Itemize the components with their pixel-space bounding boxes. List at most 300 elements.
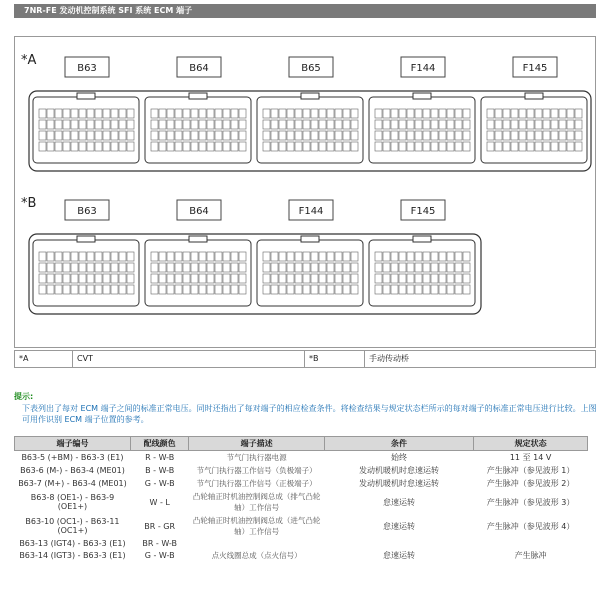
connector-pin (431, 142, 438, 151)
connector-pin (431, 274, 438, 283)
connector-pin (223, 252, 230, 261)
connector-pin (295, 285, 302, 294)
connector-body (257, 240, 363, 306)
connector-pin (391, 252, 398, 261)
connector-pin (295, 274, 302, 283)
connector-pin (447, 142, 454, 151)
connector-pin (207, 274, 214, 283)
connector-pin (223, 120, 230, 129)
connector-pin (191, 142, 198, 151)
connector-pin (71, 131, 78, 140)
connector-pin (119, 109, 126, 118)
page-title: 7NR-FE 发动机控制系统 SFI 系统 ECM 端子 (14, 4, 596, 18)
connector-pin (287, 274, 294, 283)
connector-pin (311, 263, 318, 272)
connector-pin (95, 109, 102, 118)
connector-pin (319, 109, 326, 118)
connector-pin (63, 142, 70, 151)
connector-pin (287, 131, 294, 140)
connector-pin (319, 285, 326, 294)
connector-pin (543, 131, 550, 140)
connector-pin (71, 142, 78, 151)
connector-pin (239, 120, 246, 129)
table-cell: BR - GR (144, 521, 176, 531)
connector-pin (399, 285, 406, 294)
connector-pin (47, 285, 54, 294)
connector-pin (535, 142, 542, 151)
connector-pin (511, 109, 518, 118)
connector-pin (431, 263, 438, 272)
connector-pin (439, 142, 446, 151)
connector-pin (463, 142, 470, 151)
connector-pin (111, 131, 118, 140)
connector-pin (543, 142, 550, 151)
table-cell: B63-10 (OC1-) - B63-11 (OC1+) (25, 517, 120, 535)
connector-pin (303, 263, 310, 272)
connector-pin (263, 263, 270, 272)
connector-pin (319, 263, 326, 272)
connector-pin (335, 252, 342, 261)
connector-pin (119, 252, 126, 261)
connector-pin (407, 263, 414, 272)
connector-pin (207, 285, 214, 294)
table-cell: B63-14 (IGT3) - B63-3 (E1) (19, 551, 126, 560)
connector-pin (319, 274, 326, 283)
table-cell: B63-13 (IGT4) - B63-3 (E1) (19, 539, 126, 548)
connector-pin (439, 120, 446, 129)
connector-pin (375, 131, 382, 140)
connector-pin (103, 285, 110, 294)
connector-pin (327, 252, 334, 261)
table-cell: 产生脉冲（参见波形 4） (486, 521, 575, 531)
connector-pin (87, 131, 94, 140)
connector-pin (183, 120, 190, 129)
connector-pin (223, 142, 230, 151)
connector-pin (351, 274, 358, 283)
connector-body (33, 240, 139, 306)
connector-pin (47, 263, 54, 272)
table-cell: 发动机暖机时怠速运转 (359, 479, 440, 488)
connector-pin (447, 274, 454, 283)
connector-pin (559, 109, 566, 118)
connector-pin (39, 252, 46, 261)
connector-pin (231, 252, 238, 261)
connector-pin (239, 252, 246, 261)
connector-pin (151, 285, 158, 294)
connector-pin (271, 274, 278, 283)
connector-pin (519, 142, 526, 151)
connector-pin (519, 109, 526, 118)
connector-pin (327, 285, 334, 294)
connector-pin (431, 120, 438, 129)
connector-pin (175, 109, 182, 118)
table-cell: 怠速运转 (383, 521, 416, 531)
connector-pin (391, 285, 398, 294)
connector-pin (383, 252, 390, 261)
connector-pin (287, 109, 294, 118)
connector-pin (271, 142, 278, 151)
connector-pin (287, 263, 294, 272)
connector-pin (391, 120, 398, 129)
connector-pin (263, 142, 270, 151)
connector-name: F144 (298, 206, 324, 217)
table-cell: W - L (149, 497, 170, 507)
connector-pin (231, 109, 238, 118)
table-row (15, 451, 588, 465)
connector-latch (301, 236, 319, 242)
connector-pin (207, 142, 214, 151)
connector-pin (463, 285, 470, 294)
connector-pin (55, 263, 62, 272)
connector-pin (279, 142, 286, 151)
legend-bar (14, 350, 596, 368)
connector-pin (535, 131, 542, 140)
connector-pin (423, 285, 430, 294)
connector-pin (167, 131, 174, 140)
connector-pin (63, 252, 70, 261)
connector-pin (375, 252, 382, 261)
connector-pin (239, 263, 246, 272)
connector-pin (343, 131, 350, 140)
connector-pin (287, 120, 294, 129)
connector-pin (231, 285, 238, 294)
connector-latch (301, 93, 319, 99)
connector-pin (431, 109, 438, 118)
connector-pin (215, 109, 222, 118)
table-cell: 产生脉冲（参见波形 1） (486, 466, 575, 475)
connector-pin (455, 109, 462, 118)
connector-pin (439, 131, 446, 140)
connector-pin (199, 142, 206, 151)
connector-pin (463, 252, 470, 261)
connector-pin (167, 109, 174, 118)
connector-pin (271, 252, 278, 261)
connector-pin (231, 131, 238, 140)
connector-pin (87, 274, 94, 283)
connector-pin (159, 109, 166, 118)
table-cell: B63-7 (M+) - B63-4 (ME01) (18, 479, 127, 488)
connector-pin (535, 120, 542, 129)
table-cell: 产生脉冲（参见波形 3） (486, 497, 575, 507)
connector-pin (311, 274, 318, 283)
connector-pin (279, 252, 286, 261)
table-cell: 点火线圈总成（点火信号） (211, 551, 302, 560)
connector-pin (87, 142, 94, 151)
connector-pin (215, 131, 222, 140)
connector-pin (447, 263, 454, 272)
legend-a-key: *A (15, 351, 73, 367)
legend-b-value: 手动传动桥 (369, 354, 409, 363)
connector-pin (71, 263, 78, 272)
table-cell: B63-6 (M-) - B63-4 (ME01) (20, 466, 125, 475)
connector-pin (575, 109, 582, 118)
connector-pin (191, 120, 198, 129)
connector-pin (215, 263, 222, 272)
connector-pin (167, 285, 174, 294)
connector-pin (95, 285, 102, 294)
connector-pin (495, 142, 502, 151)
connector-pin (279, 285, 286, 294)
connector-pin (223, 109, 230, 118)
table-header-cell: 配线颜色 (130, 437, 188, 451)
connector-pin (263, 120, 270, 129)
connector-pin (231, 263, 238, 272)
connector-pin (39, 285, 46, 294)
connector-pin (295, 109, 302, 118)
connector-pin (567, 131, 574, 140)
connector-pin (399, 142, 406, 151)
table-row (15, 538, 588, 549)
connector-pin (263, 285, 270, 294)
connector-pin (391, 263, 398, 272)
table-cell: BR - W-B (142, 539, 178, 548)
connector-pin (167, 120, 174, 129)
connector-pin (415, 285, 422, 294)
connector-pin (263, 274, 270, 283)
connector-pin (199, 120, 206, 129)
connector-pin (423, 274, 430, 283)
connector-pin (343, 120, 350, 129)
connector-name: F145 (410, 206, 436, 217)
table-header-cell: 条件 (324, 437, 473, 451)
connector-pin (399, 274, 406, 283)
connector-name: B64 (189, 206, 209, 217)
connector-pin (335, 120, 342, 129)
connector-pin (95, 263, 102, 272)
connector-pin (375, 120, 382, 129)
connector-pin (463, 263, 470, 272)
table-cell: 凸轮轴正时机油控制阀总成（排气凸轮轴）工作信号 (192, 492, 321, 512)
connector-diagram (14, 36, 596, 348)
connector-name: F144 (410, 63, 436, 74)
connector-name: B63 (77, 206, 97, 217)
connector-pin (263, 109, 270, 118)
connector-pin (263, 131, 270, 140)
connector-pin (567, 109, 574, 118)
connector-pin (183, 285, 190, 294)
connector-pin (175, 142, 182, 151)
connector-pin (271, 285, 278, 294)
table-header-cell: 端子编号 (15, 437, 131, 451)
connector-pin (487, 142, 494, 151)
connector-pin (511, 131, 518, 140)
connector-pin (119, 285, 126, 294)
connector-pin (279, 263, 286, 272)
connector-pin (231, 120, 238, 129)
connector-pin (567, 142, 574, 151)
connector-pin (399, 263, 406, 272)
connector-pin (527, 131, 534, 140)
connector-pin (279, 274, 286, 283)
connector-pin (167, 274, 174, 283)
connector-pin (119, 263, 126, 272)
connector-pin (335, 274, 342, 283)
connector-pin (383, 142, 390, 151)
connector-pin (175, 285, 182, 294)
connector-pin (439, 109, 446, 118)
connector-pin (391, 109, 398, 118)
table-header-cell: 规定状态 (474, 437, 588, 451)
table-row (15, 477, 588, 490)
table-cell: 怠速运转 (383, 551, 416, 560)
connector-pin (215, 285, 222, 294)
connector-pin (103, 252, 110, 261)
connector-pin (503, 109, 510, 118)
connector-name: B63 (77, 63, 97, 74)
connector-pin (343, 142, 350, 151)
connector-pin (47, 252, 54, 261)
connector-pin (111, 109, 118, 118)
connector-pin (439, 274, 446, 283)
connector-pin (71, 274, 78, 283)
connector-pin (119, 120, 126, 129)
connector-pin (47, 120, 54, 129)
connector-pin (167, 263, 174, 272)
connector-pin (103, 263, 110, 272)
connector-pin (175, 252, 182, 261)
table-cell: 节气门执行器电源 (226, 453, 287, 462)
connector-pin (159, 131, 166, 140)
connector-pin (215, 120, 222, 129)
connector-pin (567, 120, 574, 129)
connector-pin (423, 109, 430, 118)
connector-pin (551, 131, 558, 140)
connector-pin (383, 263, 390, 272)
connector-pin (191, 285, 198, 294)
connector-pin (463, 109, 470, 118)
connector-pin (63, 274, 70, 283)
connector-pin (79, 120, 86, 129)
table-cell: 怠速运转 (383, 497, 416, 507)
connector-pin (295, 252, 302, 261)
connector-pin (295, 263, 302, 272)
connector-pin (407, 274, 414, 283)
connector-pin (551, 142, 558, 151)
connector-pin (399, 120, 406, 129)
connector-pin (415, 120, 422, 129)
connector-pin (303, 285, 310, 294)
table-cell (474, 538, 588, 549)
connector-pin (463, 274, 470, 283)
connector-pin (175, 120, 182, 129)
connector-pin (63, 131, 70, 140)
connector-pin (391, 131, 398, 140)
connector-pin (303, 131, 310, 140)
connector-pin (447, 109, 454, 118)
connector-pin (487, 109, 494, 118)
connector-pin (311, 131, 318, 140)
connector-pin (127, 263, 134, 272)
group-a-label: *A (21, 53, 37, 68)
connector-pin (111, 252, 118, 261)
connector-pin (119, 142, 126, 151)
connector-pin (127, 285, 134, 294)
connector-pin (415, 263, 422, 272)
connector-pin (455, 131, 462, 140)
connector-pin (159, 274, 166, 283)
connector-pin (103, 274, 110, 283)
connector-diagram-svg (15, 37, 595, 347)
connector-pin (159, 252, 166, 261)
connector-pin (351, 142, 358, 151)
connector-pin (159, 285, 166, 294)
connector-pin (191, 131, 198, 140)
table-cell: 11 至 14 V (509, 453, 552, 462)
connector-body (481, 97, 587, 163)
table-cell: 节气门执行器工作信号（负极端子） (196, 466, 317, 475)
connector-pin (343, 252, 350, 261)
connector-pin (303, 120, 310, 129)
connector-pin (527, 120, 534, 129)
connector-pin (119, 274, 126, 283)
connector-pin (39, 263, 46, 272)
connector-pin (439, 252, 446, 261)
connector-pin (415, 142, 422, 151)
hint-text: 下表列出了每对 ECM 端子之间的标准正常电压。同时还指出了每对端子的相应检查条件。将检查结果与规定状态栏所示的每对端子的标准正常电压进行比较。上图可用作识别 ECM 端子位置的参考。 (22, 404, 597, 424)
connector-pin (351, 285, 358, 294)
connector-pin (79, 142, 86, 151)
connector-pin (159, 263, 166, 272)
connector-pin (415, 131, 422, 140)
connector-pin (191, 252, 198, 261)
connector-pin (423, 263, 430, 272)
connector-pin (423, 142, 430, 151)
connector-pin (183, 252, 190, 261)
connector-pin (95, 274, 102, 283)
connector-pin (519, 131, 526, 140)
connector-pin (327, 131, 334, 140)
connector-pin (303, 109, 310, 118)
connector-pin (303, 274, 310, 283)
connector-pin (495, 109, 502, 118)
connector-body (257, 97, 363, 163)
connector-pin (199, 252, 206, 261)
connector-pin (343, 263, 350, 272)
connector-pin (327, 109, 334, 118)
connector-pin (151, 142, 158, 151)
connector-pin (183, 131, 190, 140)
connector-pin (351, 252, 358, 261)
connector-pin (391, 274, 398, 283)
connector-pin (351, 120, 358, 129)
connector-pin (399, 131, 406, 140)
table-cell: 产生脉冲（参见波形 2） (486, 479, 575, 488)
connector-pin (279, 131, 286, 140)
connector-pin (151, 263, 158, 272)
connector-pin (199, 109, 206, 118)
connector-pin (151, 274, 158, 283)
connector-pin (295, 131, 302, 140)
connector-pin (87, 263, 94, 272)
connector-pin (383, 274, 390, 283)
table-cell: G - W-B (144, 551, 175, 560)
table-cell: 发动机暖机时怠速运转 (359, 466, 440, 475)
connector-pin (199, 263, 206, 272)
connector-latch (413, 236, 431, 242)
connector-pin (39, 109, 46, 118)
connector-pin (319, 142, 326, 151)
connector-pin (223, 285, 230, 294)
connector-pin (167, 142, 174, 151)
connector-pin (111, 285, 118, 294)
connector-pin (151, 109, 158, 118)
connector-pin (439, 285, 446, 294)
connector-pin (375, 274, 382, 283)
connector-pin (335, 131, 342, 140)
connector-pin (39, 142, 46, 151)
connector-pin (311, 109, 318, 118)
connector-pin (295, 142, 302, 151)
